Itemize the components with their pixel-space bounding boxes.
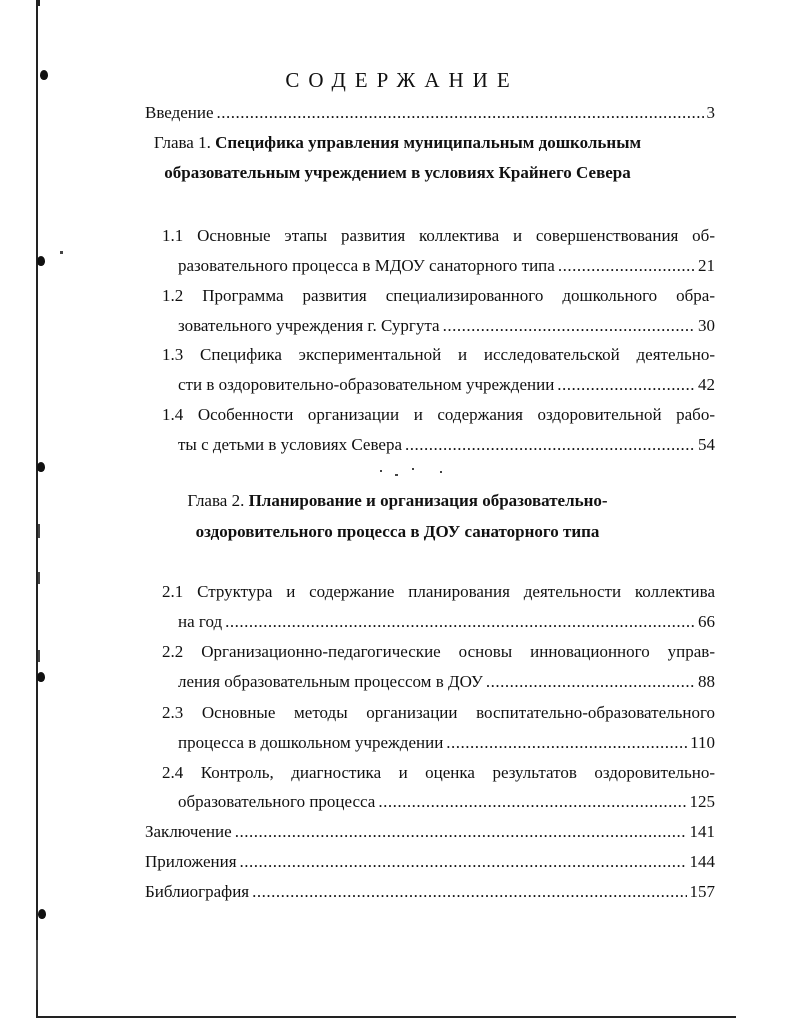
- toc-entry-2-2-line1: 2.2 Организационно-педагогические основы инновационного управ-: [162, 642, 715, 661]
- toc-entry-intro: [145, 102, 715, 124]
- toc-entry-1-1-line1: 1.1 Основные этапы развития коллектива и совершенствования об-: [162, 226, 715, 245]
- toc-entry-conclusion: [145, 821, 715, 843]
- toc-entry-1-3-line1: 1.3 Специфика экспериментальной и исследовательской деятельно-: [162, 345, 715, 364]
- toc-leader-dots: [252, 881, 686, 903]
- toc-leader-dots: [486, 671, 695, 693]
- toc-label: Введение: [145, 103, 214, 122]
- chapter-2-title-part1: Планирование и организация образовательно-: [248, 491, 608, 510]
- toc-label: на год: [178, 612, 223, 631]
- toc-leader-dots: [446, 732, 687, 754]
- toc-page-number: 110: [690, 733, 715, 752]
- toc-leader-dots: [235, 821, 687, 843]
- toc-leader-dots: [557, 374, 695, 396]
- chapter-2-heading-line1: [0, 490, 795, 512]
- chapter-2-prefix: Глава 2.: [187, 491, 249, 510]
- toc-page-number: 125: [689, 792, 715, 811]
- toc-page-number: 42: [698, 375, 715, 394]
- toc-page-number: 144: [689, 852, 715, 871]
- toc-label: сти в оздоровительно-образовательном учреждении: [178, 375, 555, 394]
- toc-page-number: 66: [698, 612, 715, 631]
- toc-entry-2-3-line1: 2.3 Основные методы организации воспитательно-образовательного: [162, 703, 715, 722]
- toc-leader-dots: [240, 851, 687, 873]
- toc-entry-1-4-line2: [178, 434, 715, 456]
- scan-top-edge: [36, 0, 40, 6]
- toc-page-number: 141: [689, 822, 715, 841]
- toc-label: зовательного учреждения г. Сургута: [178, 316, 440, 335]
- toc-entry-1-2-line1: 1.2 Программа развития специализированного дошкольного обра-: [162, 286, 715, 305]
- toc-entry-appendices: [145, 851, 715, 873]
- toc-entry-2-4-line2: [178, 791, 715, 813]
- scan-speck: [440, 471, 442, 473]
- toc-page-number: 21: [698, 256, 715, 275]
- scan-speck: [38, 650, 40, 662]
- toc-entry-2-3-line2: [178, 732, 715, 754]
- toc-page-number: 3: [706, 103, 715, 122]
- binding-hole-mark: [37, 672, 45, 682]
- chapter-1-heading-line2: [0, 162, 795, 184]
- chapter-1-heading-line1: [0, 132, 795, 154]
- toc-leader-dots: [225, 611, 695, 633]
- toc-leader-dots: [405, 434, 695, 456]
- toc-entry-2-4-line1: 2.4 Контроль, диагностика и оценка результатов оздоровительно-: [162, 763, 715, 782]
- scan-speck: [395, 474, 398, 476]
- toc-label: ления образовательным процессом в ДОУ: [178, 672, 483, 691]
- toc-leader-dots: [443, 315, 695, 337]
- toc-entry-1-2-line2: [178, 315, 715, 337]
- toc-page-number: 88: [698, 672, 715, 691]
- toc-label: образовательного процесса: [178, 792, 376, 811]
- toc-page-number: 54: [698, 435, 715, 454]
- toc-entry-2-1-line1: 2.1 Структура и содержание планирования деятельности коллектива: [162, 582, 715, 601]
- toc-label: Библиография: [145, 882, 250, 901]
- toc-label: разовательного процесса в МДОУ санаторного типа: [178, 256, 555, 275]
- toc-leader-dots: [558, 255, 695, 277]
- toc-label: Приложения: [145, 852, 237, 871]
- scan-speck: [60, 251, 63, 254]
- toc-entry-2-2-line2: [178, 671, 715, 693]
- binding-hole-mark: [37, 462, 45, 472]
- chapter-1-prefix: Глава 1.: [153, 133, 216, 152]
- scan-speck: [36, 940, 38, 990]
- page-title: СОДЕРЖАНИЕ: [285, 68, 519, 92]
- toc-label: процесса в дошкольном учреждении: [178, 733, 444, 752]
- toc-page-number: 30: [698, 316, 715, 335]
- scan-bottom-edge: [36, 1016, 736, 1018]
- scan-speck: [380, 470, 382, 472]
- chapter-1-title-part2: образовательным учреждением в условиях Крайнего Севера: [164, 163, 631, 182]
- toc-label: ты с детьми в условиях Севера: [178, 435, 402, 454]
- toc-page-number: 157: [689, 882, 715, 901]
- binding-hole-mark: [38, 909, 46, 919]
- chapter-1-title-part1: Специфика управления муниципальным дошкольным: [215, 133, 642, 152]
- toc-entry-bibliography: [145, 881, 715, 903]
- scan-speck: [38, 572, 40, 584]
- chapter-2-heading-line2: [0, 521, 795, 543]
- scan-speck: [412, 468, 414, 470]
- toc-leader-dots: [378, 791, 686, 813]
- binding-hole-mark: [37, 256, 45, 266]
- chapter-2-title-part2: оздоровительного процесса в ДОУ санаторного типа: [195, 522, 600, 541]
- toc-entry-1-1-line2: [178, 255, 715, 277]
- toc-entry-2-1-line2: [178, 611, 715, 633]
- toc-entry-1-4-line1: 1.4 Особенности организации и содержания оздоровительной рабо-: [162, 405, 715, 424]
- toc-leader-dots: [217, 102, 704, 124]
- toc-label: Заключение: [145, 822, 232, 841]
- toc-entry-1-3-line2: [178, 374, 715, 396]
